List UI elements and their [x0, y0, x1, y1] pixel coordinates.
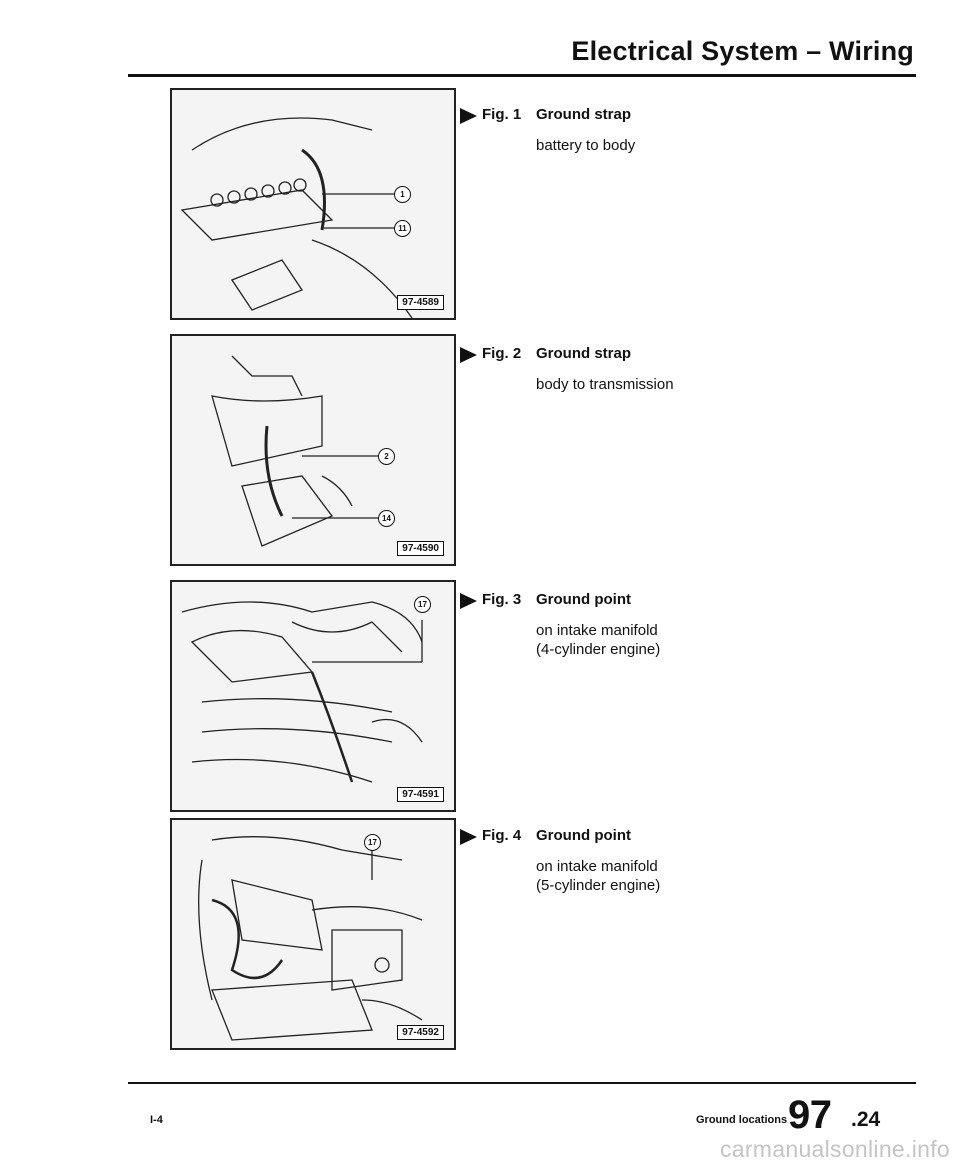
figure-2-image [170, 334, 456, 566]
callout-14: 14 [378, 510, 395, 527]
callout-17: 17 [414, 596, 431, 613]
figure-4-title: Ground point [536, 827, 631, 844]
page-title: Electrical System – Wiring [571, 36, 914, 66]
figure-2-number: 97-4590 [397, 541, 444, 556]
figure-1-number: 97-4589 [397, 295, 444, 310]
section-label: Ground locations [696, 1114, 788, 1126]
figure-1-label: Fig. 1 [482, 106, 522, 123]
figure-2-title: Ground strap [536, 345, 632, 362]
figure-1-illustration [172, 90, 454, 318]
figure-3-image [170, 580, 456, 812]
figure-1-arrow-icon [460, 108, 477, 124]
figure-4-illustration [172, 820, 454, 1048]
figure-3-arrow-icon [460, 593, 477, 609]
section-number: 97 [788, 1093, 832, 1137]
callout-11: 11 [394, 220, 411, 237]
watermark-text[interactable]: carmanualsonline.info [719, 1136, 950, 1162]
figure-2-description: body to transmission [536, 376, 674, 393]
callout-1: 1 [394, 186, 411, 203]
figure-1-image [170, 88, 456, 320]
figure-3-number: 97-4591 [397, 787, 444, 802]
figure-1-description: battery to body [536, 137, 636, 154]
footer-rule [128, 1082, 916, 1084]
figure-2-arrow-icon [460, 347, 477, 363]
figure-4-number: 97-4592 [397, 1025, 444, 1040]
section-subnumber: .24 [851, 1108, 881, 1131]
figure-2-label: Fig. 2 [482, 345, 522, 362]
callout-17-fig4: 17 [364, 834, 381, 851]
page-id: I-4 [150, 1114, 163, 1126]
callout-2: 2 [378, 448, 395, 465]
figure-1-title: Ground strap [536, 106, 632, 123]
figure-4-image [170, 818, 456, 1050]
figure-3-title: Ground point [536, 591, 631, 608]
figure-4-label: Fig. 4 [482, 827, 522, 844]
figure-4-description: on intake manifold (5-cylinder engine) [536, 858, 661, 894]
header-rule [128, 74, 916, 77]
figure-3-description: on intake manifold (4-cylinder engine) [536, 622, 661, 658]
figure-3-illustration [172, 582, 454, 810]
figure-4-arrow-icon [460, 829, 477, 845]
figure-2-illustration [172, 336, 454, 564]
figure-3-label: Fig. 3 [482, 591, 522, 608]
